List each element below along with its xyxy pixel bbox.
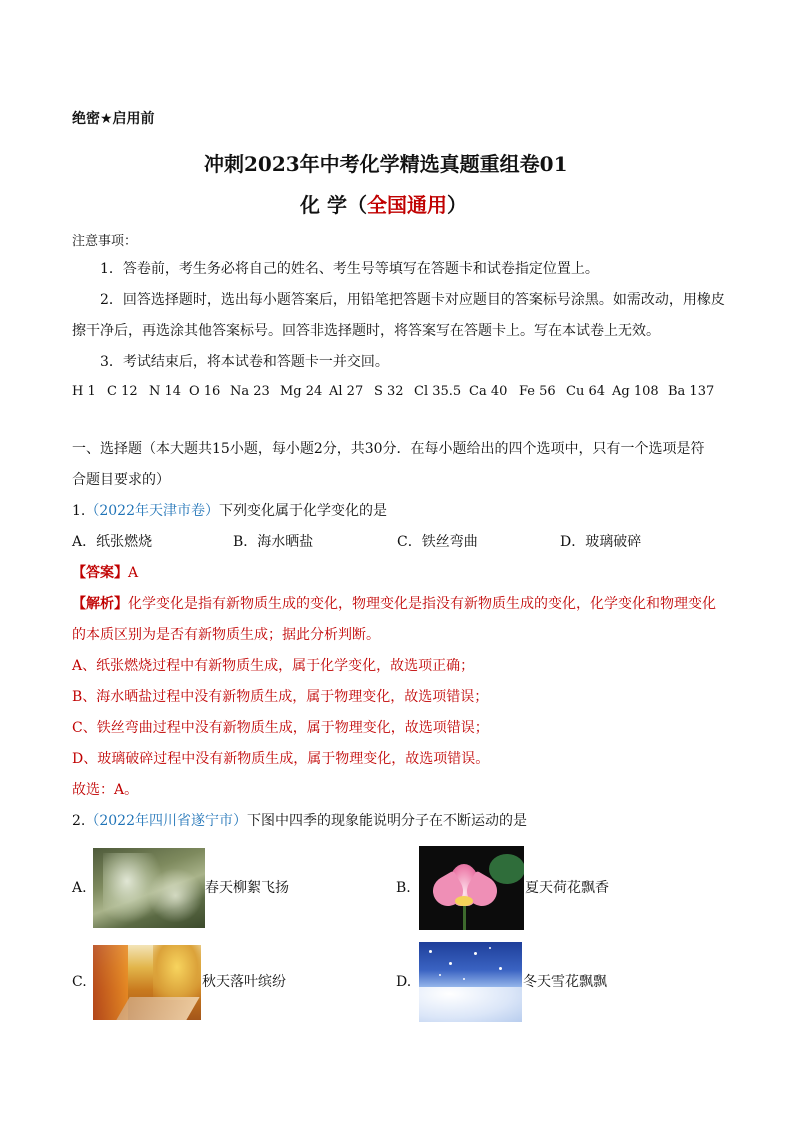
- lotus-flower-image: [419, 846, 524, 930]
- atomic-mass: Ca 40: [469, 384, 508, 399]
- explanation-c: C、铁丝弯曲过程中没有新物质生成，属于物理变化，故选项错误；: [72, 720, 489, 736]
- analysis-text-cont: 的本质区别为是否有新物质生成；据此分析判断。: [72, 627, 380, 643]
- atomic-mass: Mg 24: [280, 384, 323, 399]
- q2-option-c-caption: 秋天落叶缤纷: [202, 974, 286, 990]
- option-d: D．玻璃破碎: [560, 534, 642, 550]
- question-source: （2022年天津市卷）: [85, 503, 219, 519]
- willow-catkins-image: [93, 848, 205, 928]
- question-text: 下列变化属于化学变化的是: [219, 503, 387, 519]
- atomic-mass: Al 27: [329, 384, 364, 399]
- notes-heading: 注意事项：: [72, 234, 138, 249]
- answer-line: [72, 565, 138, 581]
- atomic-mass: Cu 64: [566, 384, 605, 399]
- snow-scene-image: [419, 942, 522, 1022]
- question-2-stem: [72, 813, 527, 829]
- subtitle-subject: 化 学（: [300, 193, 367, 217]
- question-text: 下图中四季的现象能说明分子在不断运动的是: [247, 813, 527, 829]
- explanation-d: D、玻璃破碎过程中没有新物质生成，属于物理变化，故选项错误。: [72, 751, 490, 767]
- atomic-mass: H 1: [72, 384, 96, 399]
- explanation-b: B、海水晒盐过程中没有新物质生成，属于物理变化，故选项错误；: [72, 689, 489, 705]
- atomic-mass: S 32: [374, 384, 404, 399]
- confidential-label: 绝密★启用前: [72, 111, 155, 127]
- option-b: B．海水晒盐: [233, 534, 314, 550]
- atomic-mass: N 14: [149, 384, 182, 399]
- note-2-cont: 擦干净后，再选涂其他答案标号。回答非选择题时，将答案写在答题卡上。写在本试卷上无效。: [72, 323, 660, 339]
- analysis-line: [72, 596, 716, 612]
- q2-option-a-letter: A.: [72, 880, 87, 896]
- answer-label: 【答案】: [72, 565, 128, 581]
- conclusion: 故选：A。: [72, 782, 139, 798]
- subtitle-close: ）: [446, 193, 467, 217]
- subtitle: [300, 189, 467, 218]
- section-heading-cont: 合题目要求的）: [72, 472, 170, 488]
- question-1-stem: [72, 503, 387, 519]
- page-title: 冲刺2023年中考化学精选真题重组卷01: [204, 152, 568, 176]
- question-source: （2022年四川省遂宁市）: [85, 813, 247, 829]
- q2-option-b-caption: 夏天荷花飘香: [525, 880, 609, 896]
- question-number: 2.: [72, 813, 86, 829]
- note-1: 1．答卷前，考生务必将自己的姓名、考生号等填写在答题卡和试卷指定位置上。: [100, 261, 599, 277]
- question-number: 1.: [72, 503, 86, 519]
- atomic-mass: Na 23: [230, 384, 270, 399]
- atomic-mass: Cl 35.5: [414, 384, 462, 399]
- note-3: 3．考试结束后，将本试卷和答题卡一并交回。: [100, 354, 389, 370]
- section-heading: 一、选择题（本大题共15小题，每小题2分，共30分．在每小题给出的四个选项中，只有一个选项是符: [72, 441, 705, 457]
- atomic-mass: C 12: [107, 384, 138, 399]
- note-2: 2．回答选择题时，选出每小题答案后，用铅笔把答题卡对应题目的答案标号涂黑。如需改动，用橡皮: [100, 292, 725, 308]
- analysis-text: 化学变化是指有新物质生成的变化，物理变化是指没有新物质生成的变化，化学变化和物理变化: [128, 596, 716, 612]
- atomic-mass: Ag 108: [612, 384, 659, 399]
- subtitle-scope: 全国通用: [366, 193, 447, 217]
- q2-option-c-letter: C.: [72, 974, 87, 990]
- q2-option-a-caption: 春天柳絮飞扬: [205, 880, 289, 896]
- option-c: C．铁丝弯曲: [397, 534, 478, 550]
- explanation-a: A、纸张燃烧过程中有新物质生成，属于化学变化，故选项正确；: [72, 658, 475, 674]
- atomic-mass: Fe 56: [519, 384, 556, 399]
- atomic-mass: Ba 137: [668, 384, 715, 399]
- autumn-leaves-image: [93, 945, 201, 1020]
- q2-option-d-caption: 冬天雪花飘飘: [523, 974, 607, 990]
- atomic-mass: O 16: [189, 384, 221, 399]
- analysis-label: 【解析】: [72, 596, 128, 612]
- option-a: A．纸张燃烧: [72, 534, 153, 550]
- q2-option-b-letter: B.: [396, 880, 411, 896]
- q2-option-d-letter: D.: [396, 974, 412, 990]
- answer-value: A: [128, 565, 139, 581]
